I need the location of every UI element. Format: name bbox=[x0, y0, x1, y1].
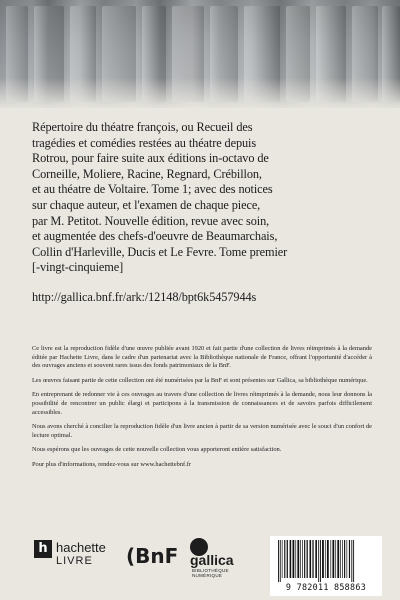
notice-paragraph: En entreprenant de redonner vie à ces ouvrages au travers d'une collection de livres réimprimés à la demande, nous leur donnons la possibilité de rencontrer un public élargi et participons à la transmission de connaissances et de savoirs parfois difficilement accessibles. bbox=[32, 391, 372, 416]
barcode-number: 9 782011 858863 bbox=[285, 582, 367, 592]
bnf-logo: (BnF bbox=[126, 544, 179, 568]
bookshelf-photo bbox=[0, 0, 400, 108]
book-title bbox=[32, 120, 372, 276]
notice-paragraph: Pour plus d'informations, rendez-vous sur www.hachettebnf.fr bbox=[32, 460, 192, 468]
barcode-bars bbox=[276, 540, 376, 582]
title-line: tragédies et comédies restées au théatre depuis bbox=[32, 135, 257, 150]
publisher-notice bbox=[32, 345, 372, 476]
title-line: Collin d'Harleville, Ducis et Le Fevre. Tome premier bbox=[32, 244, 288, 259]
notice-paragraph: Les œuvres faisant partie de cette collection ont été numérisées par la BnF et sont présentes sur Gallica, sa bibliothèque numérique. bbox=[32, 376, 368, 384]
isbn-barcode bbox=[270, 536, 382, 596]
title-line: Rotrou, pour faire suite aux éditions in-octavo de bbox=[32, 151, 269, 166]
title-line: par M. Petitot. Nouvelle édition, revue avec soin, bbox=[32, 213, 270, 228]
gallica-name: gallica bbox=[190, 552, 234, 568]
gallica-url: http://gallica.bnf.fr/ark:/12148/bpt6k5457944s bbox=[32, 290, 257, 304]
title-line: et au théatre de Voltaire. Tome 1; avec des notices bbox=[32, 182, 273, 197]
hachette-name: hachette bbox=[56, 540, 106, 555]
hachette-mark: h bbox=[34, 540, 52, 558]
hachette-sub: LIVRE bbox=[56, 555, 93, 567]
footer bbox=[0, 528, 400, 600]
title-line: Corneille, Moliere, Racine, Regnard, Crébillon, bbox=[32, 166, 262, 181]
hachette-livre-logo bbox=[34, 540, 104, 580]
notice-paragraph: Nous avons cherché à concilier la reproduction fidèle d'un livre ancien à partir de sa version numérisée avec le souci d'un confort de lecture optimal. bbox=[32, 423, 372, 439]
notice-paragraph: Ce livre est la reproduction fidèle d'une œuvre publiée avant 1920 et fait partie d'une collection de livres réimprimés à la demande éditée par Hachette Livre, dans le cadre d'un partenariat avec la Bibliothèque nationale de France, offrant l'opportunité d'accéder à des ouvrages anciens et souvent rares issus des fonds patrimoniaux de la BnF. bbox=[32, 345, 372, 370]
title-line: sur chaque auteur, et l'examen de chaque piece, bbox=[32, 197, 261, 212]
notice-paragraph: Nous espérons que les ouvrages de cette nouvelle collection vous apporteront entière satisfaction. bbox=[32, 446, 282, 454]
title-line: et augmentée des chefs-d'oeuvre de Beaumarchais, bbox=[32, 229, 278, 244]
title-line: [-vingt-cinquieme] bbox=[32, 260, 124, 275]
gallica-sub: BIBLIOTHÈQUE NUMÉRIQUE bbox=[192, 568, 229, 578]
title-line: Répertoire du théatre françois, ou Recueil des bbox=[32, 120, 253, 134]
gallica-logo bbox=[190, 538, 250, 578]
